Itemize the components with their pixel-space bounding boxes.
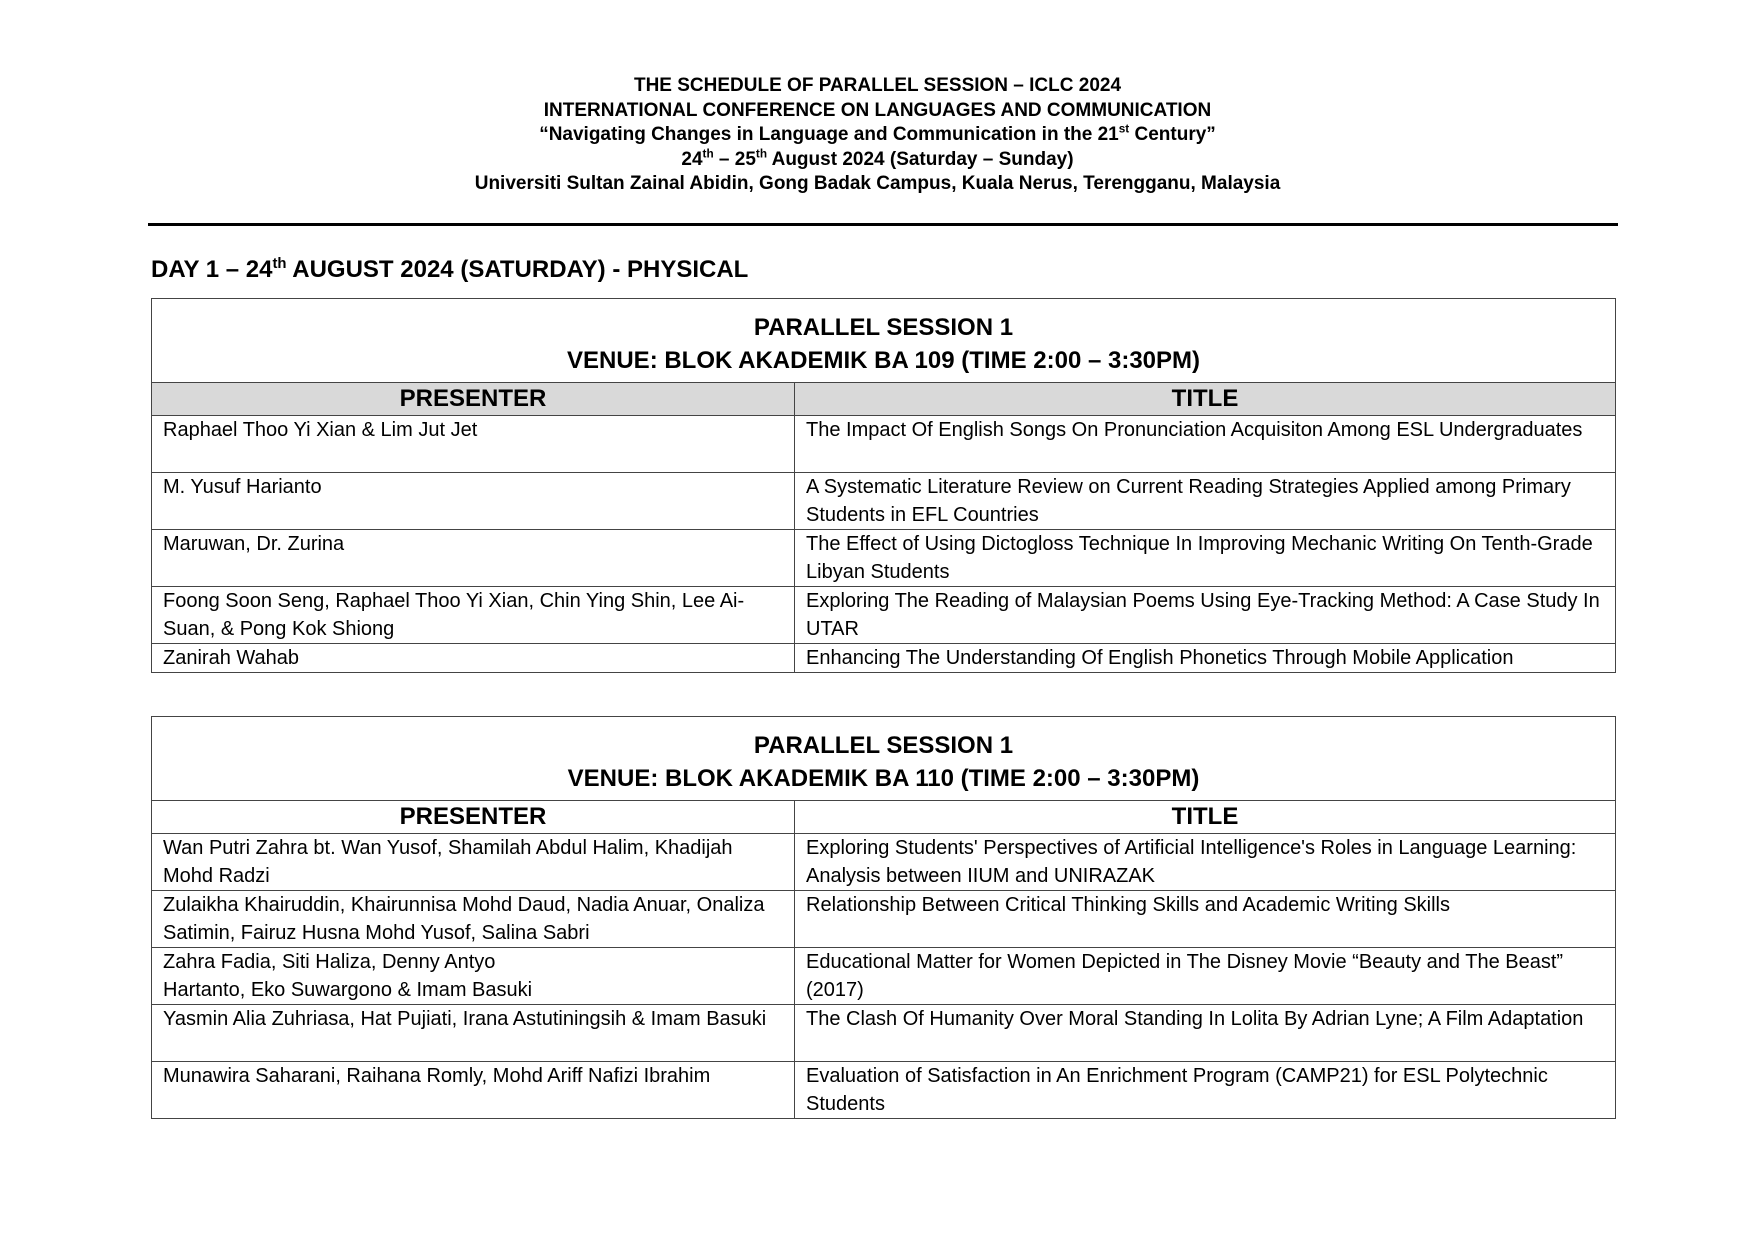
presenter-cell: Maruwan, Dr. Zurina bbox=[152, 530, 795, 587]
table-row bbox=[152, 416, 1616, 473]
header-theme-text: “Navigating Changes in Language and Communication in the 21 bbox=[539, 124, 1119, 145]
column-header-presenter: PRESENTER bbox=[152, 801, 795, 834]
header-divider bbox=[148, 223, 1618, 226]
header-date-end: – 25 bbox=[713, 148, 756, 170]
title-cell: Exploring Students' Perspectives of Artificial Intelligence's Roles in Language Learning: Analysis between IIUM and UNIRAZAK bbox=[795, 834, 1616, 891]
column-header-row bbox=[152, 801, 1616, 834]
table-row bbox=[152, 1062, 1616, 1119]
presenter-cell: Zulaikha Khairuddin, Khairunnisa Mohd Daud, Nadia Anuar, Onaliza Satimin, Fairuz Husna Mohd Yusof, Salina Sabri bbox=[152, 891, 795, 948]
table-row bbox=[152, 587, 1616, 644]
title-cell: A Systematic Literature Review on Current Reading Strategies Applied among Primary Students in EFL Countries bbox=[795, 473, 1616, 530]
presenter-cell: Foong Soon Seng, Raphael Thoo Yi Xian, Chin Ying Shin, Lee Ai-Suan, & Pong Kok Shiong bbox=[152, 587, 795, 644]
table-row bbox=[152, 644, 1616, 673]
title-cell: Enhancing The Understanding Of English Phonetics Through Mobile Application bbox=[795, 644, 1616, 673]
document-header bbox=[0, 74, 1755, 197]
session-title: PARALLEL SESSION 1 bbox=[753, 732, 1014, 759]
table-row bbox=[152, 530, 1616, 587]
column-header-presenter: PRESENTER bbox=[152, 383, 795, 416]
column-header-title: TITLE bbox=[795, 383, 1616, 416]
session-table-ba110 bbox=[151, 716, 1616, 1119]
session-table-ba109 bbox=[151, 298, 1616, 673]
header-schedule-title: THE SCHEDULE OF PARALLEL SESSION – ICLC 2024 bbox=[633, 75, 1122, 96]
header-theme bbox=[0, 123, 1755, 148]
table-row bbox=[152, 1005, 1616, 1062]
table-row bbox=[152, 891, 1616, 948]
column-header-title: TITLE bbox=[795, 801, 1616, 834]
title-cell: The Effect of Using Dictogloss Technique In Improving Mechanic Writing On Tenth-Grade Libyan Students bbox=[795, 530, 1616, 587]
header-theme-sup: st bbox=[1118, 122, 1130, 136]
table-row bbox=[152, 948, 1616, 1005]
presenter-cell: Zahra Fadia, Siti Haliza, Denny Antyo Hartanto, Eko Suwargono & Imam Basuki bbox=[152, 948, 795, 1005]
header-date-start-sup: th bbox=[702, 147, 714, 161]
table-row bbox=[152, 473, 1616, 530]
title-cell: The Clash Of Humanity Over Moral Standing In Lolita By Adrian Lyne; A Film Adaptation bbox=[795, 1005, 1616, 1062]
presenter-cell: Zanirah Wahab bbox=[152, 644, 795, 673]
session-title: PARALLEL SESSION 1 bbox=[753, 314, 1014, 341]
title-cell: Educational Matter for Women Depicted in The Disney Movie “Beauty and The Beast” (2017) bbox=[795, 948, 1616, 1005]
header-venue: Universiti Sultan Zainal Abidin, Gong Badak Campus, Kuala Nerus, Terengganu, Malaysia bbox=[474, 173, 1281, 194]
presenter-cell: Yasmin Alia Zuhriasa, Hat Pujiati, Irana Astutiningsih & Imam Basuki bbox=[152, 1005, 795, 1062]
presenter-cell: M. Yusuf Harianto bbox=[152, 473, 795, 530]
header-theme-end: Century” bbox=[1129, 124, 1216, 145]
day-heading bbox=[151, 256, 748, 284]
header-conference-name: INTERNATIONAL CONFERENCE ON LANGUAGES AND COMMUNICATION bbox=[543, 99, 1212, 121]
title-cell: Relationship Between Critical Thinking Skills and Academic Writing Skills bbox=[795, 891, 1616, 948]
header-date-start: 24 bbox=[681, 148, 703, 170]
table-row bbox=[152, 834, 1616, 891]
header-dates bbox=[0, 148, 1755, 173]
day-heading-rest: AUGUST 2024 (SATURDAY) - PHYSICAL bbox=[286, 256, 749, 283]
presenter-cell: Raphael Thoo Yi Xian & Lim Jut Jet bbox=[152, 416, 795, 473]
session-heading bbox=[152, 299, 1616, 383]
day-heading-text: DAY 1 – 24 bbox=[151, 256, 273, 283]
day-heading-sup: th bbox=[272, 256, 287, 272]
session-venue: VENUE: BLOK AKADEMIK BA 110 (TIME 2:00 – 3:30PM) bbox=[567, 765, 1200, 792]
header-date-rest: August 2024 (Saturday – Sunday) bbox=[767, 148, 1074, 170]
title-cell: Evaluation of Satisfaction in An Enrichment Program (CAMP21) for ESL Polytechnic Students bbox=[795, 1062, 1616, 1119]
presenter-cell: Munawira Saharani, Raihana Romly, Mohd Ariff Nafizi Ibrahim bbox=[152, 1062, 795, 1119]
session-venue: VENUE: BLOK AKADEMIK BA 109 (TIME 2:00 – 3:30PM) bbox=[567, 347, 1200, 374]
column-header-row bbox=[152, 383, 1616, 416]
title-cell: The Impact Of English Songs On Pronunciation Acquisiton Among ESL Undergraduates bbox=[795, 416, 1616, 473]
presenter-cell: Wan Putri Zahra bt. Wan Yusof, Shamilah Abdul Halim, Khadijah Mohd Radzi bbox=[152, 834, 795, 891]
session-heading bbox=[152, 717, 1616, 801]
header-date-end-sup: th bbox=[755, 147, 768, 161]
title-cell: Exploring The Reading of Malaysian Poems Using Eye-Tracking Method: A Case Study In UTAR bbox=[795, 587, 1616, 644]
